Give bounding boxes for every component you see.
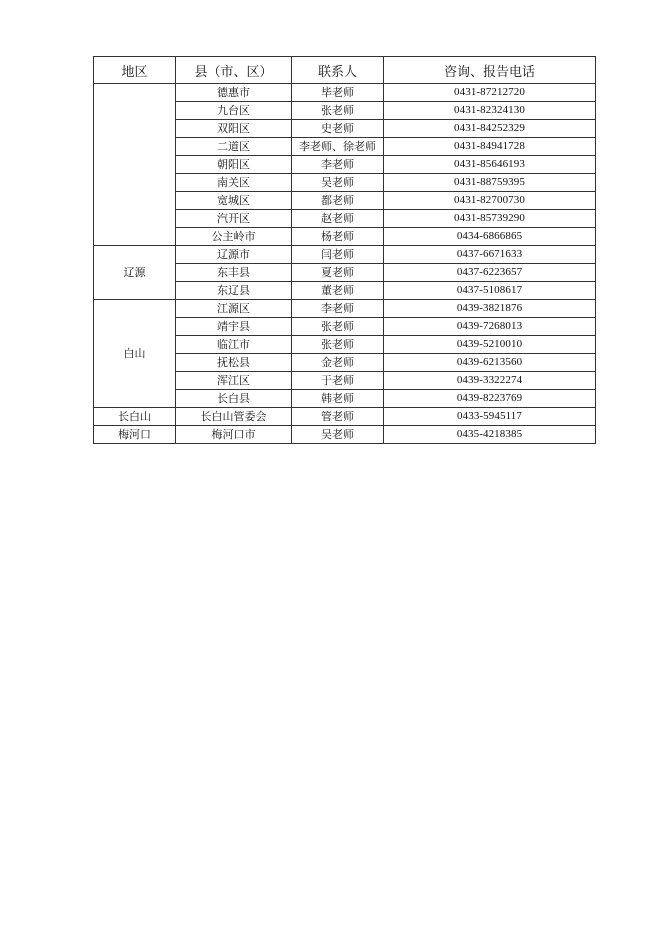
phone-cell: 0437-6223657 bbox=[384, 264, 596, 282]
contact-cell: 韩老师 bbox=[292, 390, 384, 408]
county-cell: 德惠市 bbox=[176, 84, 292, 102]
county-cell: 二道区 bbox=[176, 138, 292, 156]
contact-cell: 吴老师 bbox=[292, 174, 384, 192]
header-region: 地区 bbox=[94, 57, 176, 84]
contact-cell: 都老师 bbox=[292, 192, 384, 210]
table-row bbox=[94, 246, 596, 264]
header-county: 县（市、区） bbox=[176, 57, 292, 84]
phone-cell: 0431-88759395 bbox=[384, 174, 596, 192]
county-cell: 朝阳区 bbox=[176, 156, 292, 174]
phone-cell: 0431-84941728 bbox=[384, 138, 596, 156]
region-cell: 辽源 bbox=[94, 246, 176, 300]
county-cell: 汽开区 bbox=[176, 210, 292, 228]
county-cell: 南关区 bbox=[176, 174, 292, 192]
header-contact: 联系人 bbox=[292, 57, 384, 84]
phone-cell: 0431-82324130 bbox=[384, 102, 596, 120]
county-cell: 梅河口市 bbox=[176, 426, 292, 444]
phone-cell: 0439-5210010 bbox=[384, 336, 596, 354]
county-cell: 靖宇县 bbox=[176, 318, 292, 336]
county-cell: 长白山管委会 bbox=[176, 408, 292, 426]
contact-cell: 李老师 bbox=[292, 156, 384, 174]
phone-cell: 0437-5108617 bbox=[384, 282, 596, 300]
contact-cell: 毕老师 bbox=[292, 84, 384, 102]
region-cell: 长白山 bbox=[94, 408, 176, 426]
phone-cell: 0434-6866865 bbox=[384, 228, 596, 246]
contact-cell: 闫老师 bbox=[292, 246, 384, 264]
phone-cell: 0431-84252329 bbox=[384, 120, 596, 138]
county-cell: 东丰县 bbox=[176, 264, 292, 282]
county-cell: 双阳区 bbox=[176, 120, 292, 138]
contact-cell: 夏老师 bbox=[292, 264, 384, 282]
county-cell: 江源区 bbox=[176, 300, 292, 318]
table-body bbox=[94, 84, 596, 444]
phone-cell: 0431-87212720 bbox=[384, 84, 596, 102]
phone-cell: 0439-6213560 bbox=[384, 354, 596, 372]
contact-table bbox=[93, 56, 596, 444]
phone-cell: 0439-8223769 bbox=[384, 390, 596, 408]
contact-cell: 赵老师 bbox=[292, 210, 384, 228]
contact-cell: 于老师 bbox=[292, 372, 384, 390]
region-cell: 梅河口 bbox=[94, 426, 176, 444]
contact-cell: 李老师、徐老师 bbox=[292, 138, 384, 156]
phone-cell: 0431-82700730 bbox=[384, 192, 596, 210]
table-row bbox=[94, 408, 596, 426]
contact-cell: 吴老师 bbox=[292, 426, 384, 444]
county-cell: 临江市 bbox=[176, 336, 292, 354]
county-cell: 浑江区 bbox=[176, 372, 292, 390]
contact-cell: 金老师 bbox=[292, 354, 384, 372]
phone-cell: 0431-85646193 bbox=[384, 156, 596, 174]
header-phone: 咨询、报告电话 bbox=[384, 57, 596, 84]
county-cell: 东辽县 bbox=[176, 282, 292, 300]
contact-cell: 史老师 bbox=[292, 120, 384, 138]
contact-cell: 张老师 bbox=[292, 102, 384, 120]
phone-cell: 0439-7268013 bbox=[384, 318, 596, 336]
region-cell: 白山 bbox=[94, 300, 176, 408]
contact-cell: 张老师 bbox=[292, 318, 384, 336]
table-row bbox=[94, 426, 596, 444]
phone-cell: 0439-3821876 bbox=[384, 300, 596, 318]
phone-cell: 0439-3322274 bbox=[384, 372, 596, 390]
county-cell: 长白县 bbox=[176, 390, 292, 408]
table-header bbox=[94, 57, 596, 84]
phone-cell: 0437-6671633 bbox=[384, 246, 596, 264]
county-cell: 公主岭市 bbox=[176, 228, 292, 246]
county-cell: 九台区 bbox=[176, 102, 292, 120]
contact-cell: 董老师 bbox=[292, 282, 384, 300]
header-row bbox=[94, 57, 596, 84]
region-cell bbox=[94, 84, 176, 246]
table-row bbox=[94, 84, 596, 102]
phone-cell: 0435-4218385 bbox=[384, 426, 596, 444]
county-cell: 抚松县 bbox=[176, 354, 292, 372]
contact-cell: 张老师 bbox=[292, 336, 384, 354]
contact-cell: 杨老师 bbox=[292, 228, 384, 246]
phone-cell: 0431-85739290 bbox=[384, 210, 596, 228]
table-row bbox=[94, 300, 596, 318]
county-cell: 辽源市 bbox=[176, 246, 292, 264]
phone-cell: 0433-5945117 bbox=[384, 408, 596, 426]
county-cell: 宽城区 bbox=[176, 192, 292, 210]
contact-cell: 管老师 bbox=[292, 408, 384, 426]
contact-cell: 李老师 bbox=[292, 300, 384, 318]
